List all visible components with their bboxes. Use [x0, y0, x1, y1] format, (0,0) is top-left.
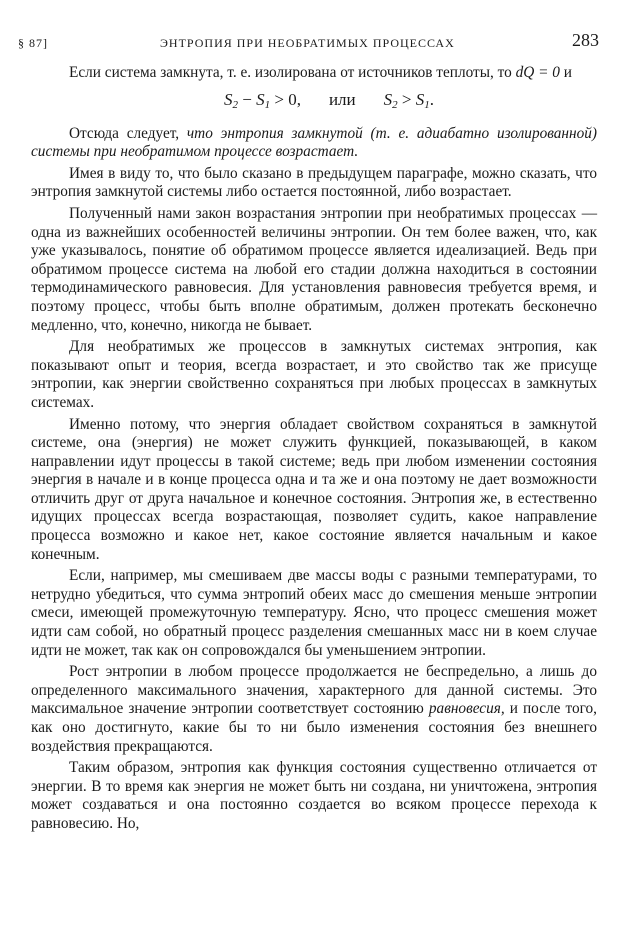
display-formula: $S_2 - S_1 > 0$, или $S_2 > S_1$.: [224, 89, 434, 111]
formula-or: или: [328, 89, 356, 109]
equation-dq: dQ = 0: [515, 64, 560, 81]
paragraph-1-text: Если система замкнута, т. е. изолирована от источников теплоты, то: [69, 64, 516, 81]
paragraph-1: [31, 64, 597, 83]
section-marker: § 87]: [18, 36, 48, 50]
body-text: [31, 64, 597, 834]
paragraph-5: Для необратимых же процессов в замкнутых системах энтропия, как показывают опыт и теория, всегда возрастает, и это свойство так же присуще энтропии, как энергии свойственно сохраняться при любых процессах в замкнутых системах.: [31, 338, 597, 411]
equilibrium-term: равновесия,: [428, 700, 505, 718]
running-head: [18, 30, 599, 52]
paragraph-2: Отсюда следует, что энтропия замкнутой (т. е. адиабатно изолированной) системы при необратимом процессе возрастает.: [31, 124, 597, 161]
paragraph-3: Имея в виду то, что было сказано в предыдущем параграфе, можно сказать, что энтропия замкнутой системы либо остается постоянной, либо возрастает.: [31, 164, 597, 201]
page-number: 283: [572, 30, 599, 50]
entropy-law-statement: что энтропия замкнутой (т. е. адиабатно изолированной) системы при необратимом процессе возрастает.: [31, 124, 597, 161]
paragraph-7: Если, например, мы смешиваем две массы воды с разными температурами, то нетрудно убедиться, что сумма энтропий обеих масс до смешения меньше энтропии смеси, имеющей промежуточную температуру. Ясно, что процесс смешения может идти сам собой, но обратный процесс разделения смешанных масс ни в коем случае идти не может, так как он сопровождался бы уменьшением энтропии.: [31, 567, 597, 659]
paragraph-9: Таким образом, энтропия как функция состояния существенно отличается от энергии. В то время как энергия не может быть ни создана, ни уничтожена, энтропия может создаваться и она постоянно создается во всяком процессе перехода к равновесию. Но,: [31, 759, 597, 832]
paragraph-6: Именно потому, что энергия обладает свойством сохраняться в замкнутой системе, она (энергия) не может служить функцией, показывающей, в каком направлении идут процессы в такой системе; ведь при любом изменении состояния энергия в начале и в конце процесса одна и та же и она поэтому не дает возможности отличить друг от друга начальное и конечное состояния. Энтропия же, в естественно идущих процессах всегда возрастающая, позволяет судить, какое направление процесса возможно и какое нет, какое состояние является начальным и какое конечным.: [31, 415, 597, 563]
paragraph-8: Рост энтропии в любом процессе продолжается не беспредельно, а лишь до определенного максимального значения, характерного для данной системы. Это максимальное значение энтропии соответствует состоянию равновесия, и после того, как оно достигнуто, какие бы то ни было изменения состояния без внешнего воздействия прекращаются.: [31, 663, 597, 755]
paragraph-1-tail: и: [559, 64, 572, 81]
paragraph-4: Полученный нами закон возрастания энтропии при необратимых процессах — одна из важнейших особенностей величины энтропии. Он тем более важен, что, как уже указывалось, понятие об обратимом процессе является идеализацией. Ведь при обратимом процессе система на любой его стадии должна находиться в состоянии термодинамического равновесия. Для установления равновесия требуется время, и поэтому процесс, чтобы быть вполне обратимым, должен протекать бесконечно медленно, что, конечно, никогда не бывает.: [31, 204, 597, 334]
chapter-title: ЭНТРОПИЯ ПРИ НЕОБРАТИМЫХ ПРОЦЕССАХ: [160, 36, 455, 50]
